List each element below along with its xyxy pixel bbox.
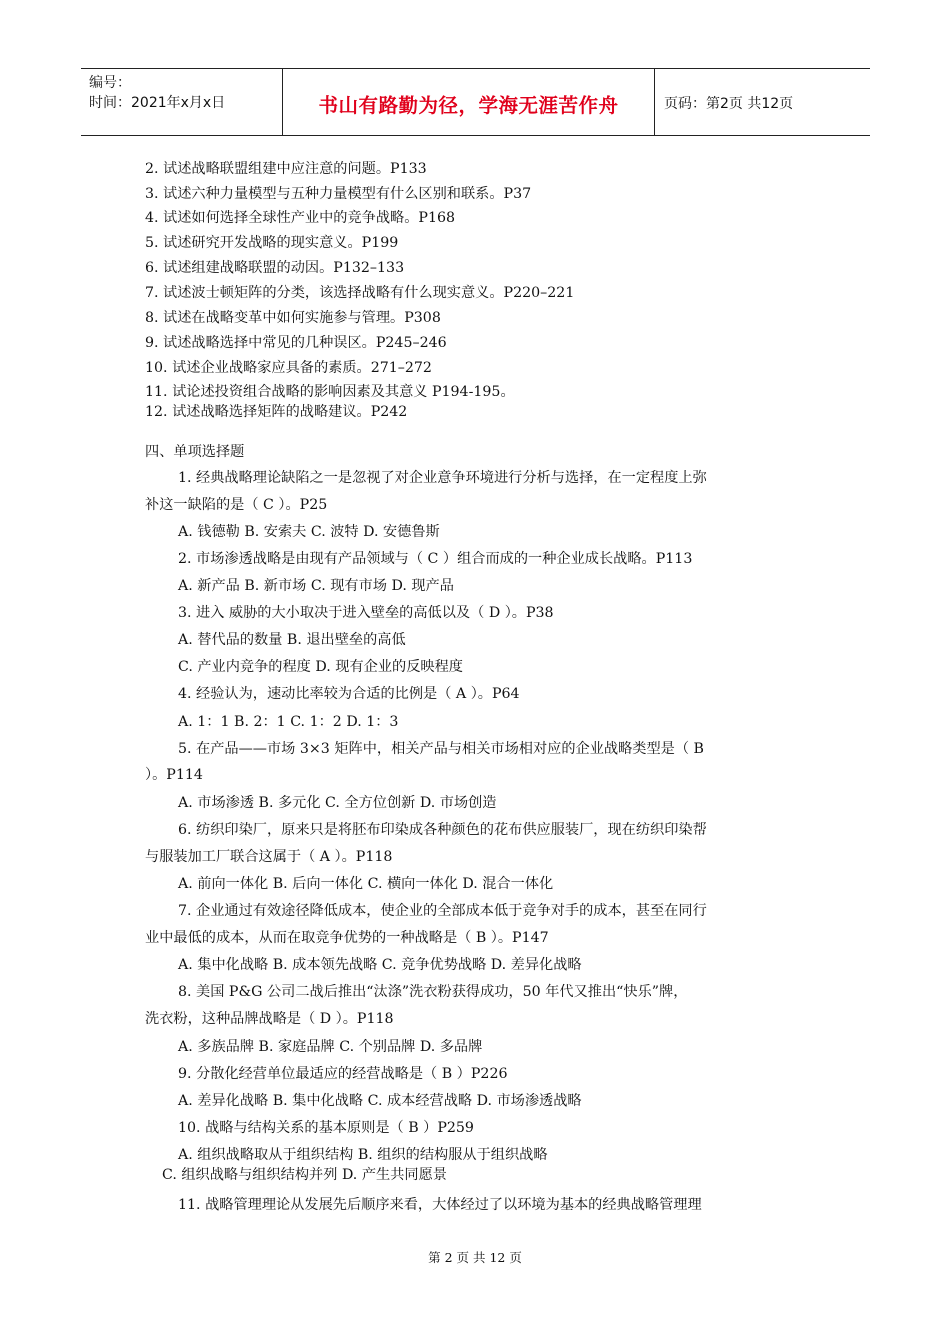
essay-item: 9. 试述战略选择中常见的几种误区。P245–246 xyxy=(145,335,447,351)
page-info: 页码：第2页 共12页 xyxy=(664,95,794,112)
header-motto-cell xyxy=(282,69,655,135)
mc-line: A. 前向一体化 B. 后向一体化 C. 横向一体化 D. 混合一体化 xyxy=(178,876,554,892)
mc-line: 洗衣粉，这种品牌战略是（ D ）。P118 xyxy=(145,1011,394,1027)
mc-line: C. 产业内竞争的程度 D. 现有企业的反映程度 xyxy=(178,659,463,675)
mc-line: A. 市场渗透 B. 多元化 C. 全方位创新 D. 市场创造 xyxy=(178,795,497,811)
mc-line: 6. 纺织印染厂，原来只是将胚布印染成各种颜色的花布供应服装厂，现在纺织印染帮 xyxy=(178,822,707,838)
header-page-cell xyxy=(655,69,870,135)
mc-line: 8. 美国 P&G 公司二战后推出“汰涤”洗衣粉获得成功，50 年代又推出“快乐”牌， xyxy=(178,984,688,1000)
essay-item: 12. 试述战略选择矩阵的战略建议。P242 xyxy=(145,404,408,420)
mc-line: 7. 企业通过有效途径降低成本，使企业的全部成本低于竞争对手的成本，甚至在同行 xyxy=(178,903,707,919)
code-label: 编号： xyxy=(89,75,131,91)
motto-text: 书山有路勤为径，学海无涯苦作舟 xyxy=(318,94,619,117)
mc-line: ）。P114 xyxy=(145,767,203,783)
page-footer xyxy=(0,1248,950,1266)
mc-line: 3. 进入 威胁的大小取决于进入壁垒的高低以及（ D ）。P38 xyxy=(178,605,554,621)
essay-item: 6. 试述组建战略联盟的动因。P132–133 xyxy=(145,260,405,276)
section-title: 四、单项选择题 xyxy=(145,444,245,460)
header-left-cell xyxy=(81,69,282,135)
mc-line: A. 组织战略取从于组织结构 B. 组织的结构服从于组织战略 xyxy=(178,1147,548,1163)
mc-line: 与服装加工厂联合这属于（ A ）。P118 xyxy=(145,849,393,865)
mc-line: A. 替代品的数量 B. 退出壁垒的高低 xyxy=(178,632,406,648)
essay-item: 10. 试述企业战略家应具备的素质。271–272 xyxy=(145,360,432,376)
mc-line: 11. 战略管理理论从发展先后顺序来看，大体经过了以环境为基本的经典战略管理理 xyxy=(178,1197,702,1213)
essay-item: 11. 试论述投资组合战略的影响因素及其意义 P194-195。 xyxy=(145,384,515,400)
essay-item: 5. 试述研究开发战略的现实意义。P199 xyxy=(145,235,399,251)
page-header xyxy=(81,68,870,136)
mc-line: 补这一缺陷的是（ C ）。P25 xyxy=(145,497,328,513)
essay-item: 7. 试述波士顿矩阵的分类，该选择战略有什么现实意义。P220–221 xyxy=(145,285,575,301)
mc-line: A. 1：1 B. 2：1 C. 1：2 D. 1：3 xyxy=(178,714,399,730)
mc-line: A. 新产品 B. 新市场 C. 现有市场 D. 现产品 xyxy=(178,578,454,594)
essay-item: 4. 试述如何选择全球性产业中的竞争战略。P168 xyxy=(145,210,456,226)
mc-line: C. 组织战略与组织结构并列 D. 产生共同愿景 xyxy=(162,1167,447,1183)
mc-line: 9. 分散化经营单位最适应的经营战略是（ B ）P226 xyxy=(178,1066,508,1082)
time-label: 时间：2021年x月x日 xyxy=(89,95,226,111)
mc-line: 5. 在产品——市场 3×3 矩阵中，相关产品与相关市场相对应的企业战略类型是（ B xyxy=(178,741,704,757)
mc-line: A. 钱德勒 B. 安索夫 C. 波特 D. 安德鲁斯 xyxy=(178,524,440,540)
mc-line: A. 多族品牌 B. 家庭品牌 C. 个别品牌 D. 多品牌 xyxy=(178,1039,483,1055)
essay-item: 2. 试述战略联盟组建中应注意的问题。P133 xyxy=(145,161,427,177)
mc-line: A. 集中化战略 B. 成本领先战略 C. 竞争优势战略 D. 差异化战略 xyxy=(178,957,582,973)
essay-item: 8. 试述在战略变革中如何实施参与管理。P308 xyxy=(145,310,441,326)
essay-item: 3. 试述六种力量模型与五种力量模型有什么区别和联系。P37 xyxy=(145,186,532,202)
mc-line: A. 差异化战略 B. 集中化战略 C. 成本经营战略 D. 市场渗透战略 xyxy=(178,1093,582,1109)
footer-page-number: 第 2 页 共 12 页 xyxy=(428,1250,522,1265)
mc-line: 1. 经典战略理论缺陷之一是忽视了对企业意争环境进行分析与选择，在一定程度上弥 xyxy=(178,470,707,486)
mc-line: 2. 市场渗透战略是由现有产品领域与（ C ）组合而成的一种企业成长战略。P113 xyxy=(178,551,693,567)
mc-line: 4. 经验认为，速动比率较为合适的比例是（ A ）。P64 xyxy=(178,686,520,702)
mc-line: 10. 战略与结构关系的基本原则是（ B ）P259 xyxy=(178,1120,474,1136)
mc-line: 业中最低的成本，从而在取竞争优势的一种战略是（ B ）。P147 xyxy=(145,930,549,946)
